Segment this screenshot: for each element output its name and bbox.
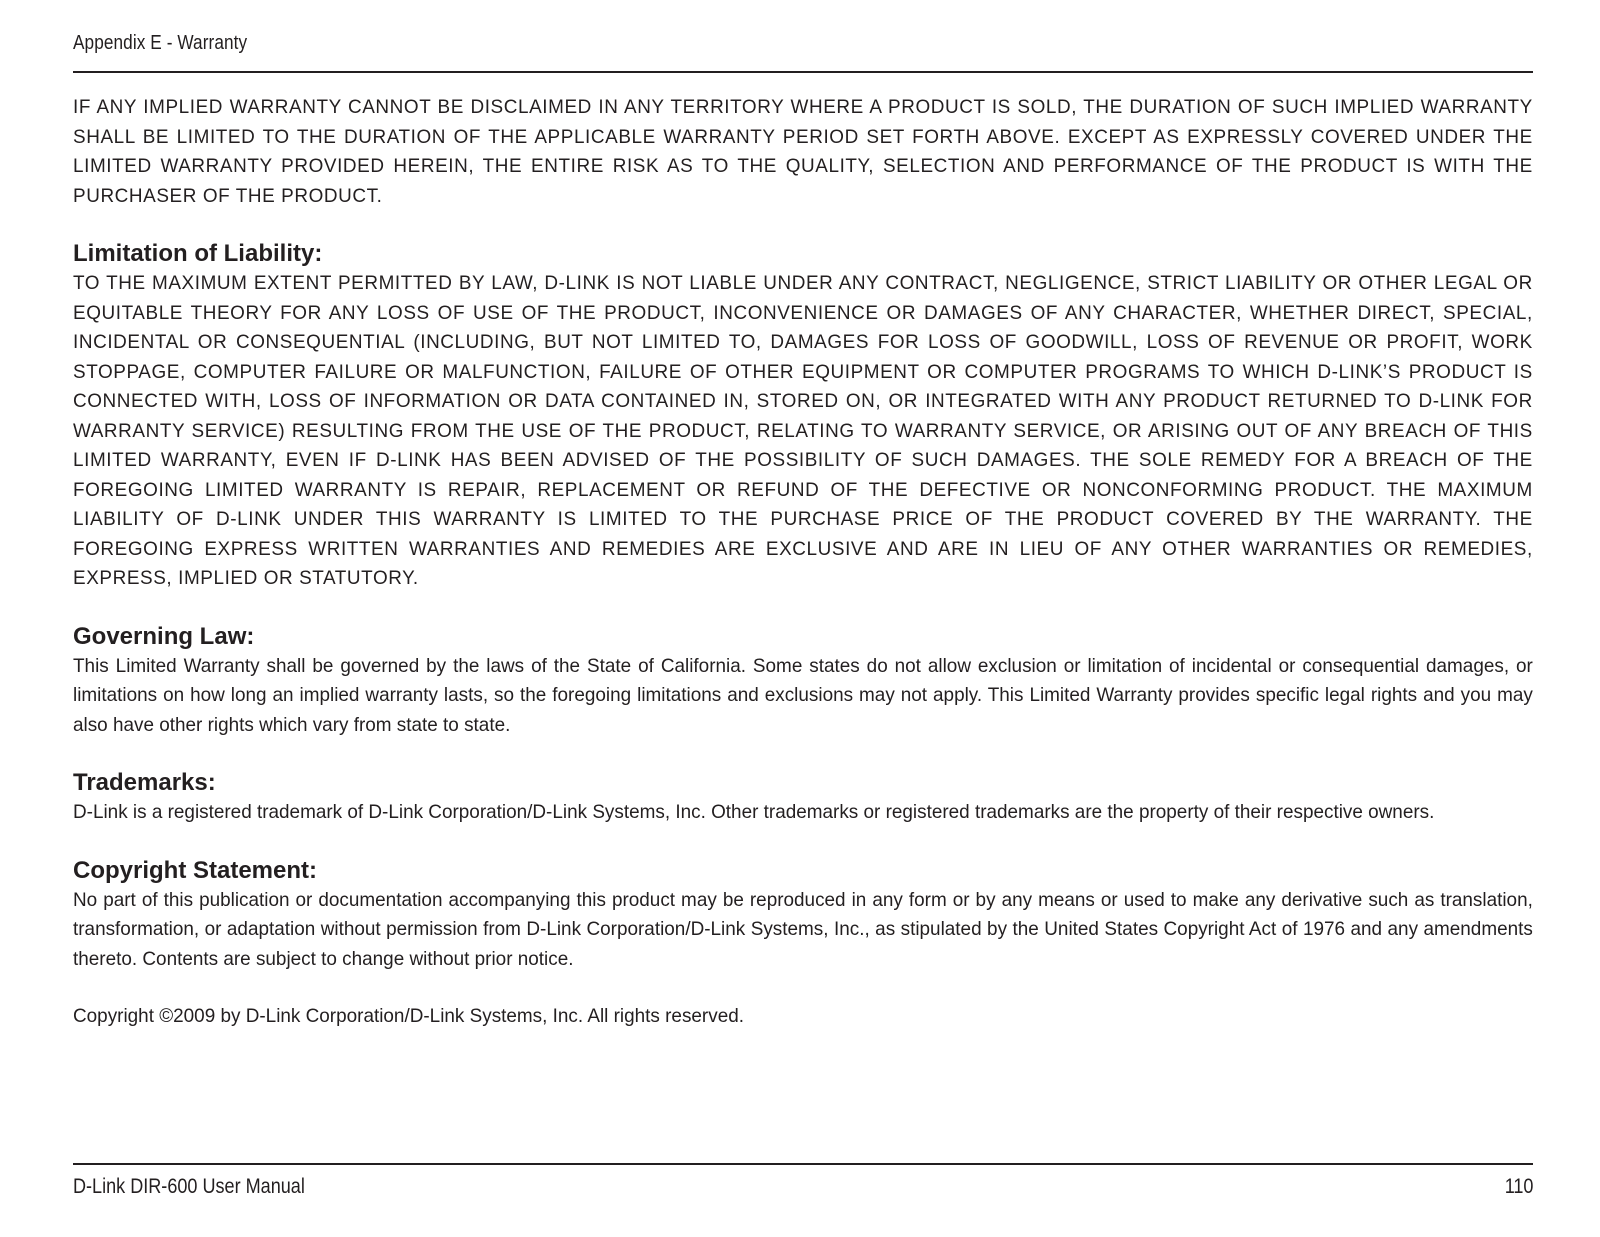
copyright-statement-section (73, 856, 1533, 1032)
liability-section (73, 239, 1533, 594)
running-header: Appendix E - Warranty (73, 32, 248, 54)
page-content (73, 93, 1533, 1032)
footer-manual-title: D-Link DIR-600 User Manual (73, 1175, 305, 1198)
copyright-statement-paragraph: No part of this publication or documentation accompanying this product may be reproduced in any form or by any means or used to make any derivative such as translation, transformation, or adaptation without permission from D-Link Corporation/D-Link Systems, Inc., as stipulated by the United States Copyright Act of 1976 and any amendments thereto. Contents are subject to change without prior notice. (73, 888, 1533, 970)
copyright-notice: Copyright ©2009 by D-Link Corporation/D-Link Systems, Inc. All rights reserved. (73, 1005, 744, 1027)
governing-law-heading: Governing Law: (73, 622, 255, 650)
implied-warranty-paragraph: IF ANY IMPLIED WARRANTY CANNOT BE DISCLAIMED IN ANY TERRITORY WHERE A PRODUCT IS SOLD, THE DURATION OF SUCH IMPLIED WARRANTY SHALL BE LIMITED TO THE DURATION OF THE APPLICABLE WARRANTY PERIOD SET FORTH ABOVE. EXCEPT AS EXPRESSLY COVERED UNDER THE LIMITED WARRANTY PROVIDED HEREIN, THE ENTIRE RISK AS TO THE QUALITY, SELECTION AND PERFORMANCE OF THE PRODUCT IS WITH THE PURCHASER OF THE PRODUCT. (73, 96, 1533, 207)
governing-law-paragraph: This Limited Warranty shall be governed by the laws of the State of California. Some states do not allow exclusion or limitation of incidental or consequential damages, or limitations on how long an implied warranty lasts, so the foregoing limitations and exclusions may not apply. This Limited Warranty provides specific legal rights and you may also have other rights which vary from state to state. (73, 654, 1533, 736)
copyright-statement-heading: Copyright Statement: (73, 856, 318, 884)
footer-page-number: 110 (1504, 1175, 1533, 1198)
header-rule (73, 71, 1533, 73)
liability-paragraph: TO THE MAXIMUM EXTENT PERMITTED BY LAW, D-LINK IS NOT LIABLE UNDER ANY CONTRACT, NEGLIGENCE, STRICT LIABILITY OR OTHER LEGAL OR EQUITABLE THEORY FOR ANY LOSS OF USE OF THE PRODUCT, INCONVENIENCE OR DAMAGES OF ANY CHARACTER, WHETHER DIRECT, SPECIAL, INCIDENTAL OR CONSEQUENTIAL (INCLUDING, BUT NOT LIMITED TO, DAMAGES FOR LOSS OF GOODWILL, LOSS OF REVENUE OR PROFIT, WORK STOPPAGE, COMPUTER FAILURE OR MALFUNCTION, FAILURE OF OTHER EQUIPMENT OR COMPUTER PROGRAMS TO WHICH D-LINK’S PRODUCT IS CONNECTED WITH, LOSS OF INFORMATION OR DATA CONTAINED IN, STORED ON, OR INTEGRATED WITH ANY PRODUCT RETURNED TO D-LINK FOR WARRANTY SERVICE) RESULTING FROM THE USE OF THE PRODUCT, RELATING TO WARRANTY SERVICE, OR ARISING OUT OF ANY BREACH OF THIS LIMITED WARRANTY, EVEN IF D-LINK HAS BEEN ADVISED OF THE POSSIBILITY OF SUCH DAMAGES. THE SOLE REMEDY FOR A BREACH OF THE FOREGOING LIMITED WARRANTY IS REPAIR, REPLACEMENT OR REFUND OF THE DEFECTIVE OR NONCONFORMING PRODUCT. THE MAXIMUM LIABILITY OF D-LINK UNDER THIS WARRANTY IS LIMITED TO THE PURCHASE PRICE OF THE PRODUCT COVERED BY THE WARRANTY. THE FOREGOING EXPRESS WRITTEN WARRANTIES AND REMEDIES ARE EXCLUSIVE AND ARE IN LIEU OF ANY OTHER WARRANTIES OR REMEDIES, EXPRESS, IMPLIED OR STATUTORY. (73, 272, 1533, 589)
document-page (73, 0, 1533, 1237)
trademarks-heading: Trademarks: (73, 769, 216, 796)
trademarks-section (73, 768, 1533, 828)
governing-law-section (73, 622, 1533, 741)
liability-heading: Limitation of Liability: (73, 240, 323, 267)
trademarks-paragraph: D-Link is a registered trademark of D-Link Corporation/D-Link Systems, Inc. Other trademarks or registered trademarks are the property of their respective owners. (73, 801, 1435, 823)
footer-rule (73, 1163, 1533, 1165)
